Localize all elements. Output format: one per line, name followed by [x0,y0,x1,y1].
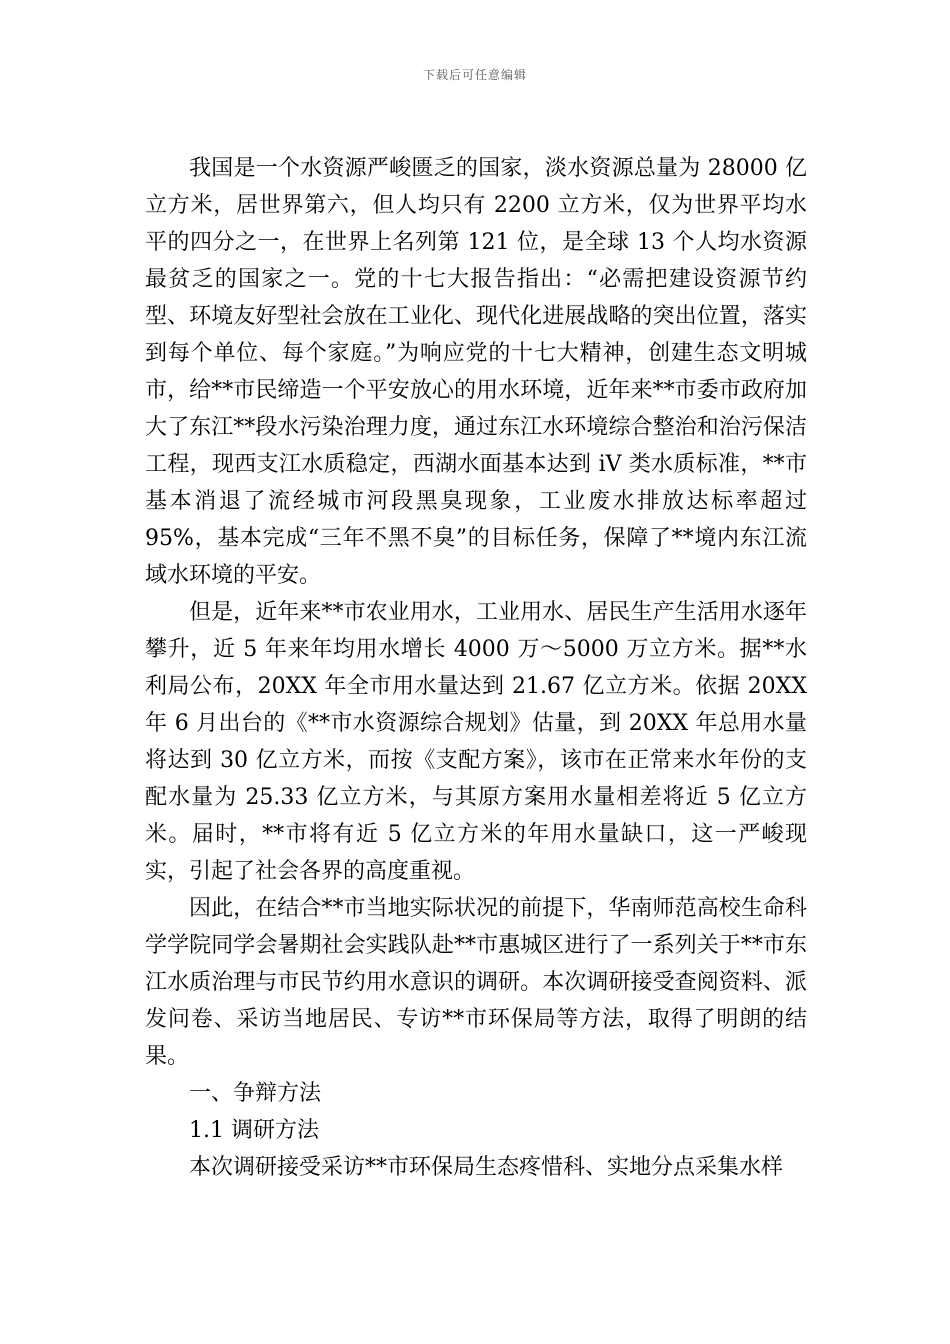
paragraph-water-scarcity: 我国是一个水资源严峻匮乏的国家，淡水资源总量为 28000 亿立方米，居世界第六，但人均只有 2200 立方米，仅为世界平均水平的四分之一，在世界上名列第 121 位，是全球 13 个人均水资源最贫乏的国家之一。党的十七大报告指出：“必需把建设资源节约型、环境友好型社会放在工业化、现代化进展战略的突出位置，落实到每个单位、每个家庭。”为响应党的十七大精神，创建生态文明城市，给**市民缔造一个平安放心的用水环境，近年来**市委市政府加大了东江**段水污染治理力度，通过东江水环境综合整治和治污保洁工程，现西支江水质稳定，西湖水面基本达到 iV 类水质标准，**市基本消退了流经城市河段黑臭现象，工业废水排放达标率超过 95%，基本完成“三年不黑不臭”的目标任务，保障了**境内东江流域水环境的平安。 [145,156,807,588]
subsection-heading-survey-methods: 1.1 调研方法 [189,1118,319,1143]
section-heading-methods: 一、争辩方法 [189,1081,322,1106]
page-header: 下载后可任意编辑 [422,68,527,82]
document-body [145,150,807,1186]
paragraph-research-intro: 因此，在结合**市当地实际状况的前提下，华南师范高校生命科学学院同学会暑期社会实践队赴**市惠城区进行了一系列关于**市东江水质治理与市民节约用水意识的调研。本次调研接受查阅资料、派发问卷、采访当地居民、专访**市环保局等方法，取得了明朗的结果。 [145,896,807,1069]
paragraph-water-demand: 但是，近年来**市农业用水，工业用水、居民生产生活用水逐年攀升，近 5 年来年均用水增长 4000 万～5000 万立方米。据**水利局公布，20XX 年全市用水量达到 21.67 亿立方米。依据 20XX 年 6 月出台的《**市水资源综合规划》估量，到 20XX 年总用水量将达到 30 亿立方米，而按《支配方案》，该市在正常来水年份的支配水量为 25.33 亿立方米，与其原方案用水量相差将近 5 亿立方米。届时，**市将有近 5 亿立方米的年用水量缺口，这一严峻现实，引起了社会各界的高度重视。 [145,600,807,884]
paragraph-survey-methods: 本次调研接受采访**市环保局生态疼惜科、实地分点采集水样 [189,1155,784,1180]
